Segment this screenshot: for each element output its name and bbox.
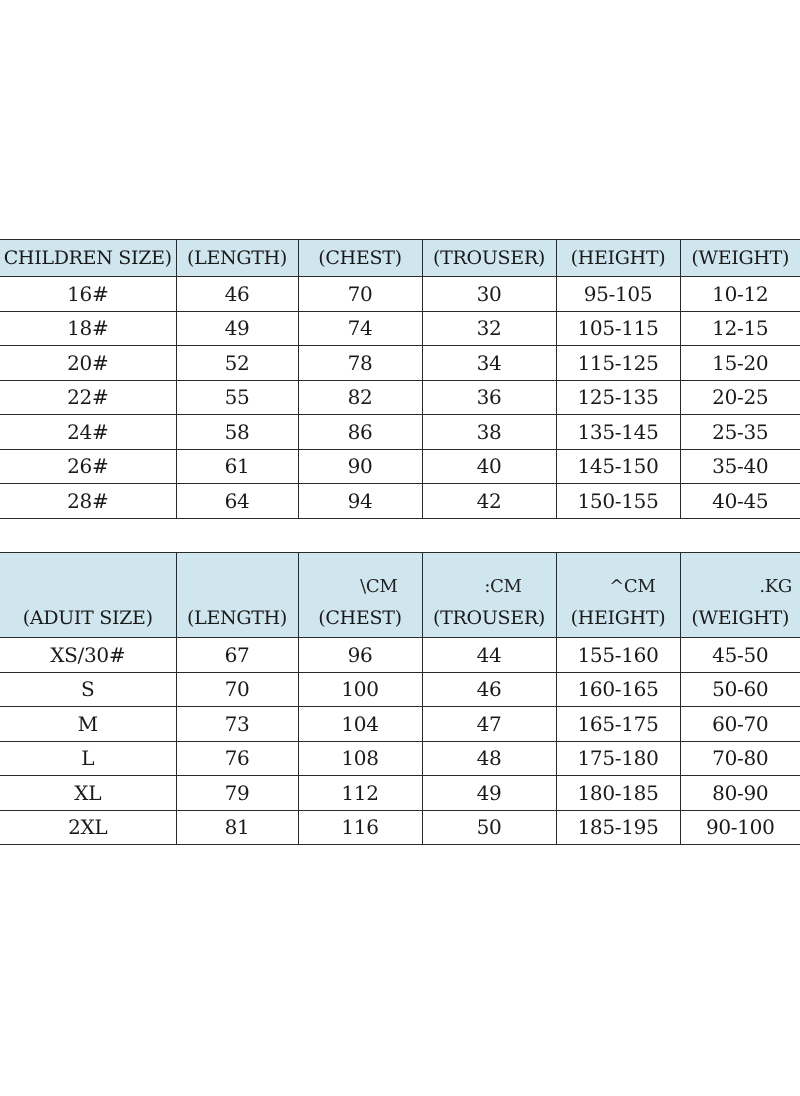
- measurement-cell: 70: [176, 672, 298, 707]
- measurement-cell: 25-35: [680, 415, 800, 450]
- size-cell: 22#: [0, 380, 176, 415]
- table-row: [0, 741, 800, 776]
- children-size-header: CHILDREN SIZE): [0, 240, 176, 277]
- measurement-cell: 42: [422, 484, 556, 519]
- children-header-row: [0, 240, 800, 277]
- measurement-cell: 70-80: [680, 741, 800, 776]
- measurement-cell: 108: [298, 741, 422, 776]
- table-row: [0, 415, 800, 450]
- measurement-cell: 67: [176, 638, 298, 673]
- measurement-cell: 34: [422, 346, 556, 381]
- size-cell: S: [0, 672, 176, 707]
- adult-header-row: [0, 553, 800, 638]
- measurement-cell: 38: [422, 415, 556, 450]
- measurement-cell: 74: [298, 311, 422, 346]
- size-cell: 16#: [0, 277, 176, 312]
- size-cell: 26#: [0, 449, 176, 484]
- size-cell: 20#: [0, 346, 176, 381]
- header-label: (ADUIT SIZE): [22, 607, 153, 629]
- unit-label: :CM: [484, 576, 522, 597]
- table-row: [0, 277, 800, 312]
- measurement-cell: 150-155: [556, 484, 680, 519]
- measurement-cell: 52: [176, 346, 298, 381]
- measurement-cell: 64: [176, 484, 298, 519]
- adult-size-table: [0, 552, 800, 845]
- size-cell: 24#: [0, 415, 176, 450]
- measurement-cell: 30: [422, 277, 556, 312]
- measurement-cell: 180-185: [556, 776, 680, 811]
- height-header: [556, 553, 680, 638]
- measurement-cell: 90: [298, 449, 422, 484]
- header-label: (CHEST): [318, 607, 402, 629]
- measurement-cell: 81: [176, 810, 298, 845]
- measurement-cell: 46: [176, 277, 298, 312]
- measurement-cell: 55: [176, 380, 298, 415]
- table-row: [0, 810, 800, 845]
- measurement-cell: 47: [422, 707, 556, 742]
- measurement-cell: 90-100: [680, 810, 800, 845]
- table-row: [0, 776, 800, 811]
- unit-label: \CM: [360, 576, 398, 597]
- table-row: [0, 672, 800, 707]
- measurement-cell: 58: [176, 415, 298, 450]
- measurement-cell: 100: [298, 672, 422, 707]
- trouser-header: [422, 553, 556, 638]
- measurement-cell: 86: [298, 415, 422, 450]
- measurement-cell: 82: [298, 380, 422, 415]
- measurement-cell: 78: [298, 346, 422, 381]
- table-row: [0, 449, 800, 484]
- measurement-cell: 96: [298, 638, 422, 673]
- adult-size-header: [0, 553, 176, 638]
- size-cell: XS/30#: [0, 638, 176, 673]
- measurement-cell: 32: [422, 311, 556, 346]
- measurement-cell: 49: [176, 311, 298, 346]
- measurement-cell: 115-125: [556, 346, 680, 381]
- size-cell: XL: [0, 776, 176, 811]
- header-label: (LENGTH): [187, 607, 287, 629]
- measurement-cell: 125-135: [556, 380, 680, 415]
- measurement-cell: 12-15: [680, 311, 800, 346]
- measurement-cell: 45-50: [680, 638, 800, 673]
- measurement-cell: 50-60: [680, 672, 800, 707]
- measurement-cell: 79: [176, 776, 298, 811]
- measurement-cell: 44: [422, 638, 556, 673]
- unit-label: ^CM: [609, 576, 656, 597]
- measurement-cell: 40: [422, 449, 556, 484]
- measurement-cell: 135-145: [556, 415, 680, 450]
- measurement-cell: 94: [298, 484, 422, 519]
- measurement-cell: 20-25: [680, 380, 800, 415]
- trouser-header: (TROUSER): [422, 240, 556, 277]
- size-cell: M: [0, 707, 176, 742]
- measurement-cell: 61: [176, 449, 298, 484]
- table-row: [0, 346, 800, 381]
- measurement-cell: 73: [176, 707, 298, 742]
- children-size-table: [0, 239, 800, 519]
- measurement-cell: 155-160: [556, 638, 680, 673]
- table-row: [0, 638, 800, 673]
- measurement-cell: 48: [422, 741, 556, 776]
- measurement-cell: 112: [298, 776, 422, 811]
- chest-header: [298, 553, 422, 638]
- measurement-cell: 50: [422, 810, 556, 845]
- header-label: (TROUSER): [433, 607, 545, 629]
- unit-label: .KG: [759, 576, 792, 597]
- measurement-cell: 145-150: [556, 449, 680, 484]
- table-row: [0, 311, 800, 346]
- weight-header: (WEIGHT): [680, 240, 800, 277]
- chest-header: (CHEST): [298, 240, 422, 277]
- table-row: [0, 707, 800, 742]
- measurement-cell: 10-12: [680, 277, 800, 312]
- measurement-cell: 60-70: [680, 707, 800, 742]
- table-row: [0, 380, 800, 415]
- measurement-cell: 70: [298, 277, 422, 312]
- measurement-cell: 15-20: [680, 346, 800, 381]
- measurement-cell: 36: [422, 380, 556, 415]
- measurement-cell: 80-90: [680, 776, 800, 811]
- measurement-cell: 40-45: [680, 484, 800, 519]
- measurement-cell: 49: [422, 776, 556, 811]
- measurement-cell: 76: [176, 741, 298, 776]
- measurement-cell: 105-115: [556, 311, 680, 346]
- height-header: (HEIGHT): [556, 240, 680, 277]
- weight-header: [680, 553, 800, 638]
- measurement-cell: 116: [298, 810, 422, 845]
- length-header: (LENGTH): [176, 240, 298, 277]
- measurement-cell: 160-165: [556, 672, 680, 707]
- measurement-cell: 175-180: [556, 741, 680, 776]
- table-row: [0, 484, 800, 519]
- measurement-cell: 95-105: [556, 277, 680, 312]
- header-label: (HEIGHT): [570, 607, 666, 629]
- size-cell: 18#: [0, 311, 176, 346]
- measurement-cell: 104: [298, 707, 422, 742]
- size-cell: L: [0, 741, 176, 776]
- measurement-cell: 165-175: [556, 707, 680, 742]
- measurement-cell: 185-195: [556, 810, 680, 845]
- header-label: (WEIGHT): [691, 607, 790, 629]
- size-cell: 28#: [0, 484, 176, 519]
- length-header: [176, 553, 298, 638]
- size-cell: 2XL: [0, 810, 176, 845]
- measurement-cell: 35-40: [680, 449, 800, 484]
- measurement-cell: 46: [422, 672, 556, 707]
